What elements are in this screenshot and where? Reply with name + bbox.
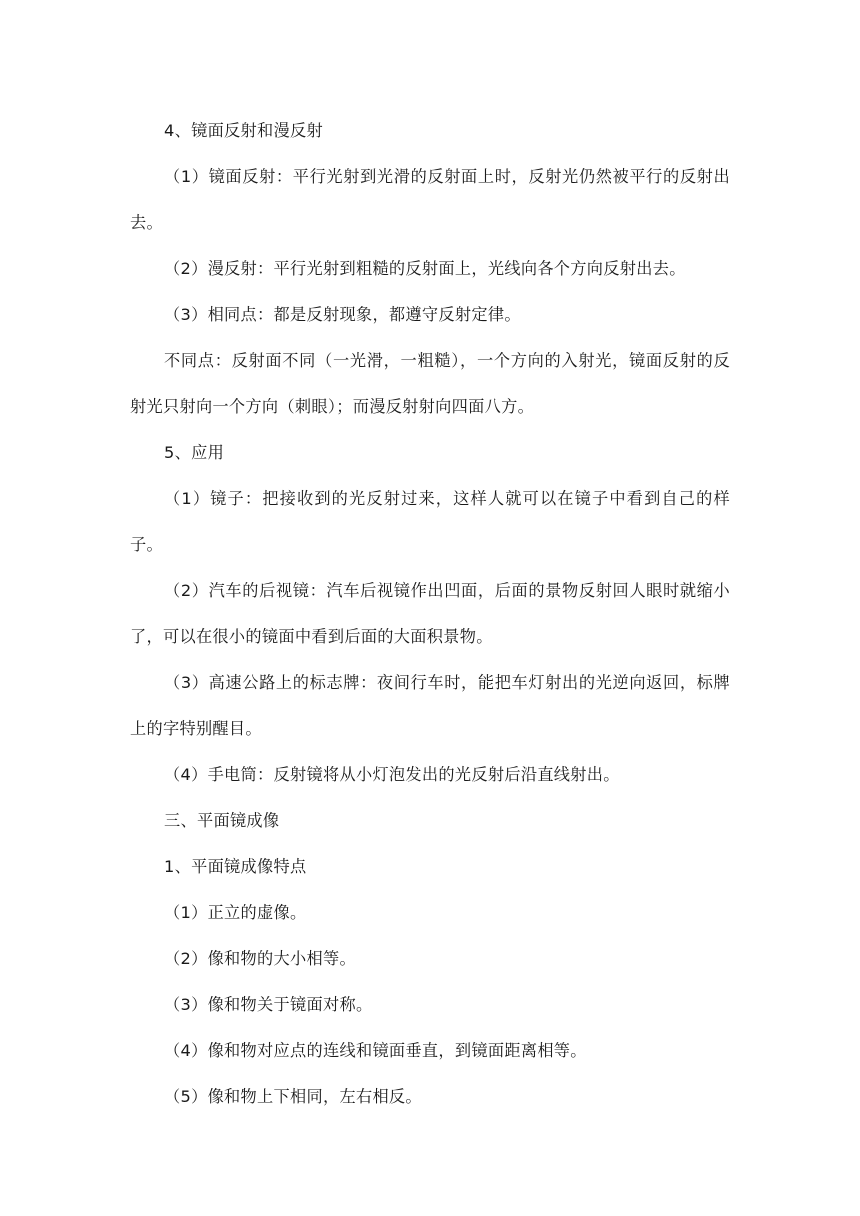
paragraph: （1）镜面反射：平行光射到光滑的反射面上时，反射光仍然被平行的反射出去。 [130, 167, 730, 232]
paragraph: （1）镜子：把接收到的光反射过来，这样人就可以在镜子中看到自己的样子。 [130, 489, 730, 554]
paragraph: （2）漫反射：平行光射到粗糙的反射面上，光线向各个方向反射出去。 [164, 259, 686, 278]
paragraph: （2）像和物的大小相等。 [164, 949, 356, 968]
paragraph: （2）汽车的后视镜：汽车后视镜作出凹面，后面的景物反射回人眼时就缩小了，可以在很小的镜面中看到后面的大面积景物。 [130, 581, 730, 646]
paragraph: （3）高速公路上的标志牌：夜间行车时，能把车灯射出的光逆向返回，标牌上的字特别醒目。 [130, 673, 730, 738]
paragraph: （3）相同点：都是反射现象，都遵守反射定律。 [164, 305, 521, 324]
paragraph: 不同点：反射面不同（一光滑，一粗糙），一个方向的入射光，镜面反射的反射光只射向一个方向（刺眼）；而漫反射射向四面八方。 [130, 351, 730, 416]
paragraph: （4）像和物对应点的连线和镜面垂直，到镜面距离相等。 [164, 1041, 587, 1060]
section-heading: 5、应用 [164, 443, 225, 462]
section-heading: 1、平面镜成像特点 [164, 857, 307, 876]
paragraph: （1）正立的虚像。 [164, 903, 307, 922]
paragraph: （4）手电筒：反射镜将从小灯泡发出的光反射后沿直线射出。 [164, 765, 620, 784]
paragraph: （3）像和物关于镜面对称。 [164, 995, 373, 1014]
section-heading: 4、镜面反射和漫反射 [164, 121, 323, 140]
chapter-heading: 三、平面镜成像 [164, 811, 280, 830]
document-body [130, 108, 730, 1120]
paragraph: （5）像和物上下相同，左右相反。 [164, 1087, 422, 1106]
